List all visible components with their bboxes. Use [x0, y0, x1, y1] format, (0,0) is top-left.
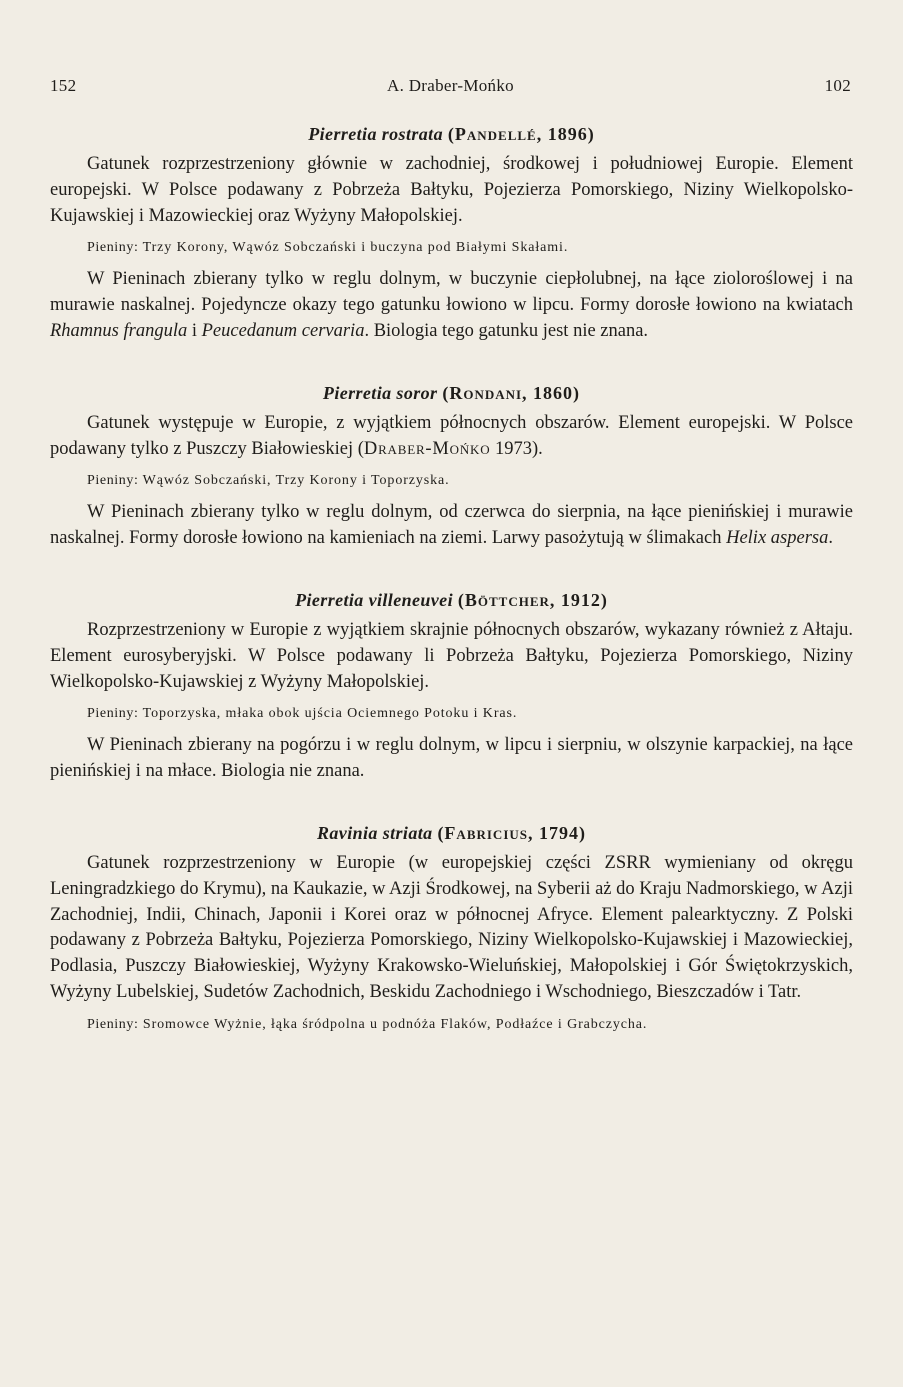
species-heading [50, 823, 853, 844]
species-name: Pierretia rostrata [308, 124, 443, 144]
locality-line [50, 470, 853, 492]
species-entry-pierretia-soror [50, 383, 853, 552]
notes-paragraph: W Pieninach zbierany na pogórzu i w reglu dolnym, w lipcu i sierpniu, w olszynie karpackiej, na łące pienińskiej i na młace. Biologia nie znana. [50, 735, 853, 782]
species-heading [50, 590, 853, 611]
species-author: (Rondani, 1860) [442, 382, 581, 403]
distribution-paragraph: Rozprzestrzeniony w Europie z wyjątkiem skrajnie północnych obszarów, wykazany również z Ałtaju. Element eurosyberyjski. W Polsce podawany li Pobrzeża Bałtyku, Pojezierza Pomorskiego, Niziny Wielkopolsko-Kujawskiej z Wyżyny Małopolskiej. [50, 619, 853, 692]
page-number-left: 152 [50, 76, 77, 95]
locality-label: Pieniny: [87, 473, 139, 489]
host-name: Helix aspersa [726, 528, 829, 549]
notes-text: . Biologia tego gatunku jest nie znana. [364, 320, 649, 341]
species-heading [50, 383, 853, 404]
author-header: A. Draber-Mońko [387, 76, 514, 95]
notes-text: i [187, 320, 202, 341]
plant-name: Peucedanum cervaria [201, 320, 365, 341]
locality-text: Sromowce Wyżnie, łąka śródpolna u podnóża Flaków, Podłaźce i Grabczycha. [142, 1016, 648, 1032]
notes-text: W Pieninach zbierany tylko w reglu dolnym, od czerwca do sierpnia, na łące pienińskiej i murawie naskalnej. Formy dorosłe łowiono na kamieniach na ziemi. Larwy pasożytują w ślimakach [50, 502, 853, 549]
distribution-paragraph [50, 411, 853, 463]
running-header [50, 76, 851, 96]
locality-line [50, 1014, 853, 1036]
species-name: Pierretia villeneuvei [295, 589, 453, 610]
locality-line [50, 703, 853, 725]
species-author: (Böttcher, 1912) [457, 589, 608, 610]
locality-line [50, 237, 853, 259]
citation-author: Draber-Mońko [363, 438, 491, 459]
locality-label: Pieniny: [87, 706, 139, 722]
page-number-right: 102 [824, 76, 851, 95]
locality-label: Pieniny: [87, 240, 139, 256]
distribution-paragraph: Gatunek rozprzestrzeniony w Europie (w europejskiej części ZSRR wymieniany od okręgu Leningradzkiego do Krymu), na Kaukazie, w Azji Środkowej, na Syberii aż do Kraju Nadmorskiego, w Azji Zachodniej, Indii, Chinach, Japonii i Korei oraz w północnej Afryce. Element palearktyczny. Z Polski podawany z Pobrzeża Bałtyku, Pojezierza Pomorskiego, Niziny Wielkopolsko-Kujawskiej i Mazowieckiej, Podlasia, Puszczy Białowieskiej, Wyżyny Krakowsko-Wieluńskiej, Małopolskiej i Gór Świętokrzyskich, Wyżyny Lubelskiej, Sudetów Zachodnich, Beskidu Zachodniego i Wschodniego, Bieszczadów i Tatr. [50, 852, 853, 1002]
plant-name: Rhamnus frangula [50, 320, 188, 341]
notes-paragraph [50, 500, 853, 552]
notes-text: W Pieninach zbierany tylko w reglu dolnym, w buczynie ciepłolubnej, na łące zioloroślowej i na murawie naskalnej. Pojedyncze okazy tego gatunku łowiono w lipcu. Formy dorosłe łowiono na kwiatach [50, 269, 853, 316]
species-author: (Pandellé, 1896) [447, 124, 595, 144]
notes-text: . [828, 528, 833, 549]
main-text [50, 124, 853, 1044]
species-entry-pierretia-rostrata [50, 124, 853, 345]
species-heading [50, 124, 853, 145]
locality-text: Trzy Korony, Wąwóz Sobczański i buczyna pod Białymi Skałami. [142, 240, 569, 256]
locality-text: Toporzyska, młaka obok ujścia Ociemnego Potoku i Kras. [142, 706, 518, 722]
locality-text: Wąwóz Sobczański, Trzy Korony i Toporzyska. [142, 473, 450, 489]
species-author: (Fabricius, 1794) [437, 822, 586, 843]
species-entry-pierretia-villeneuvei [50, 590, 853, 785]
distribution-text: 1973). [490, 438, 543, 459]
species-entry-ravinia-striata [50, 823, 853, 1036]
locality-label: Pieniny: [87, 1016, 139, 1032]
species-name: Pierretia soror [322, 382, 438, 403]
notes-paragraph [50, 267, 853, 344]
distribution-text: Gatunek występuje w Europie, z wyjątkiem północnych obszarów. Element europejski. W Polsce podawany tylko z Puszczy Białowieskiej ( [50, 412, 853, 459]
distribution-paragraph: Gatunek rozprzestrzeniony głównie w zachodniej, środkowej i południowej Europie. Element europejski. W Polsce podawany z Pobrzeża Bałtyku, Pojezierza Pomorskiego, Niziny Wielkopolsko-Kujawskiej i Mazowieckiej oraz Wyżyny Małopolskiej. [50, 154, 853, 226]
species-name: Ravinia striata [317, 822, 433, 843]
